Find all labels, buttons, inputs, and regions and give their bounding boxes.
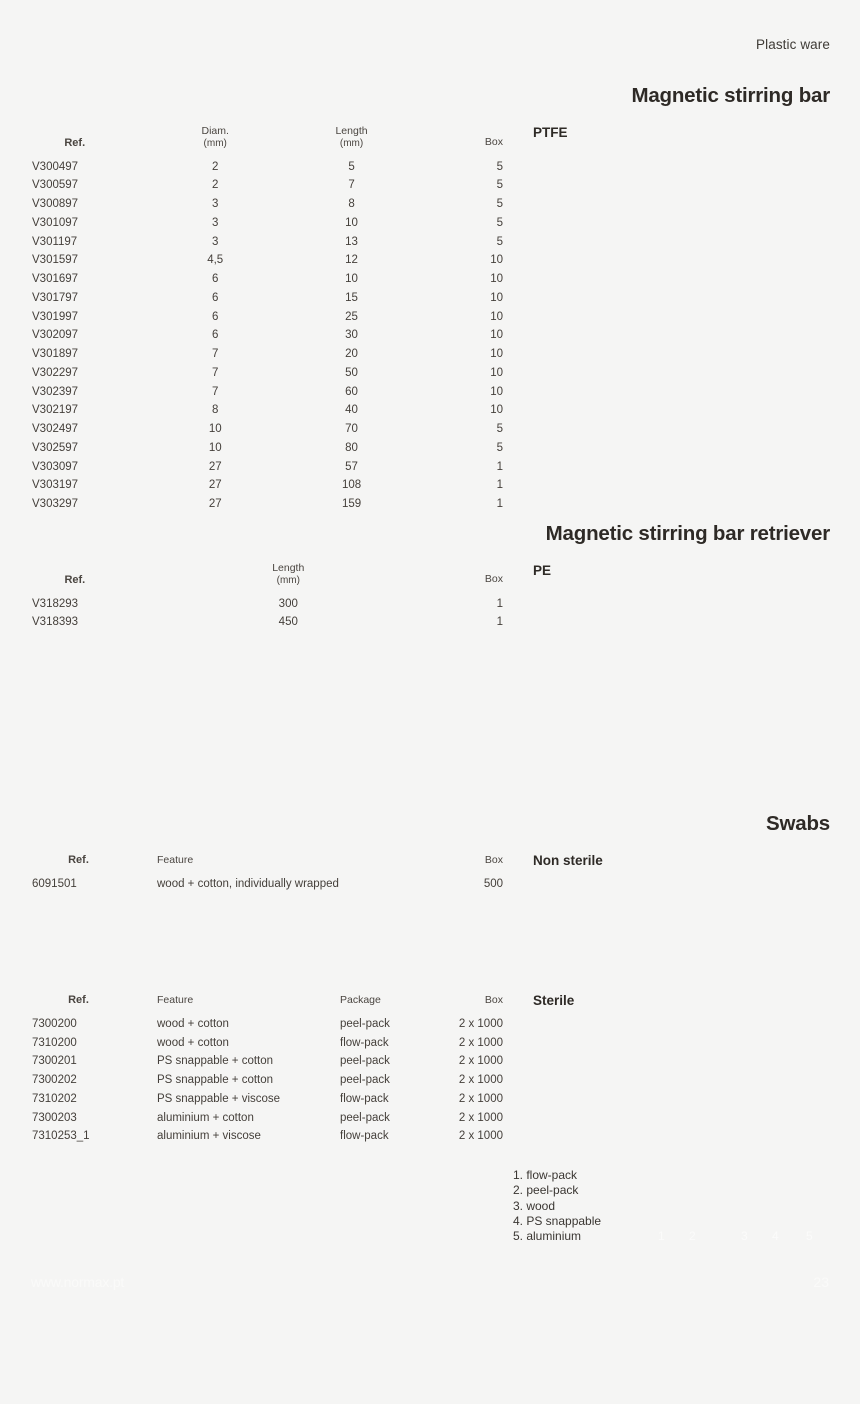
cell-length: 80: [345, 441, 358, 454]
table-row: [0, 327, 503, 346]
variant-label-sterile: Sterile: [533, 993, 575, 1008]
cell-ref: V302097: [32, 329, 79, 342]
cell-diam: 4,5: [207, 254, 224, 267]
footer-website-url[interactable]: www.normax.pt: [31, 1274, 125, 1290]
table-body: [0, 158, 503, 514]
cell-ref: 7300202: [32, 1074, 77, 1087]
cell-length: 70: [345, 423, 358, 436]
cell-box: 2 x 1000: [458, 1036, 503, 1049]
cell-package: peel-pack: [340, 1111, 390, 1124]
table-row: [0, 345, 503, 364]
cell-box: 5: [496, 423, 503, 436]
running-head: Plastic ware: [756, 37, 830, 52]
cell-length: 10: [345, 216, 358, 229]
cell-box: 1: [496, 479, 503, 492]
cell-ref: V318293: [32, 597, 79, 610]
table-row: [0, 477, 503, 496]
cell-box: 2 x 1000: [458, 1111, 503, 1124]
cell-feature: wood + cotton, individually wrapped: [157, 877, 339, 890]
column-header-length-unit: (mm): [339, 137, 364, 149]
table-header-row: [0, 854, 503, 875]
table-row: [0, 1090, 503, 1109]
product-image-callouts: [650, 1229, 830, 1247]
cell-ref: V303097: [32, 460, 79, 473]
cell-box: 10: [490, 291, 503, 304]
table-row: [0, 614, 503, 633]
cell-ref: 7310200: [32, 1036, 77, 1049]
column-header-ref: Ref.: [68, 854, 89, 866]
column-header-package: Package: [340, 993, 381, 1006]
column-header-length-text: Length: [272, 562, 305, 574]
cell-ref: V300597: [32, 179, 79, 192]
cell-diam: 27: [208, 498, 222, 511]
table-row: [0, 195, 503, 214]
cell-diam: 27: [208, 460, 222, 473]
cell-box: 1: [496, 460, 503, 473]
table-body: [0, 595, 503, 633]
cell-diam: 6: [212, 273, 219, 286]
column-header-diam: [150, 126, 281, 158]
cell-box: 5: [496, 179, 503, 192]
table-row: [0, 1072, 503, 1091]
column-header-ref: Ref.: [64, 136, 86, 149]
cell-length: 108: [341, 479, 362, 492]
cell-box: 500: [483, 877, 503, 890]
column-header-ref: Ref.: [68, 994, 89, 1006]
column-header-diam-unit: (mm): [203, 137, 227, 149]
material-label-pe: PE: [533, 563, 552, 578]
table-row: [0, 214, 503, 233]
cell-length: 7: [348, 179, 355, 192]
table-row: [0, 233, 503, 252]
table-swabs-sterile: [0, 994, 503, 1147]
cell-diam: 7: [212, 366, 219, 379]
cell-box: 2 x 1000: [458, 1092, 503, 1105]
callout-number-4: 4: [772, 1229, 779, 1243]
cell-ref: 7310253_1: [32, 1130, 90, 1143]
table-body: [0, 875, 503, 894]
cell-feature: PS snappable + cotton: [157, 1055, 274, 1068]
column-header-length-unit: (mm): [276, 574, 300, 586]
cell-box: 10: [490, 329, 503, 342]
section-title-swabs: Swabs: [766, 812, 830, 835]
legend-item: 1. flow-pack: [513, 1168, 578, 1182]
column-header-box: Box: [484, 136, 503, 149]
table-row: [0, 402, 503, 421]
cell-feature: PS snappable + cotton: [157, 1074, 274, 1087]
column-header-feature: Feature: [157, 853, 194, 866]
cell-package: peel-pack: [340, 1074, 390, 1087]
cell-box: 5: [496, 198, 503, 211]
table-row: [0, 289, 503, 308]
cell-length: 20: [345, 348, 358, 361]
legend-item: 4. PS snappable: [513, 1214, 602, 1229]
cell-box: 10: [490, 366, 503, 379]
cell-ref: V301997: [32, 310, 79, 323]
cell-ref: V301197: [32, 235, 78, 248]
table-row: [0, 158, 503, 177]
column-header-box: Box: [484, 573, 503, 586]
table-header-row: [0, 126, 503, 158]
cell-diam: 3: [212, 235, 219, 248]
cell-box: 2 x 1000: [458, 1055, 503, 1068]
table-row: [0, 1109, 503, 1128]
cell-box: 5: [496, 235, 503, 248]
cell-box: 10: [490, 273, 503, 286]
cell-diam: 6: [212, 291, 219, 304]
cell-length: 450: [278, 616, 298, 629]
cell-ref: V301897: [32, 348, 79, 361]
cell-diam: 3: [212, 216, 219, 229]
section-title-magnetic-stirring-bar: Magnetic stirring bar: [631, 84, 830, 107]
cell-ref: 7300203: [32, 1111, 77, 1124]
cell-box: 10: [490, 385, 503, 398]
cell-ref: V302297: [32, 366, 79, 379]
cell-ref: 7300201: [32, 1055, 77, 1068]
cell-ref: V300497: [32, 160, 79, 173]
cell-ref: V301797: [32, 291, 79, 304]
callout-number-1: 1: [658, 1229, 665, 1243]
cell-ref: V303197: [32, 479, 79, 492]
cell-ref: 6091501: [32, 877, 77, 890]
cell-diam: 8: [212, 404, 219, 417]
legend-item: 2. peel-pack: [513, 1183, 579, 1198]
image-legend: [513, 1168, 601, 1245]
cell-length: 40: [345, 404, 358, 417]
cell-box: 1: [496, 597, 503, 610]
cell-diam: 2: [212, 160, 219, 173]
cell-feature: aluminium + viscose: [157, 1130, 261, 1143]
table-row: [0, 420, 503, 439]
cell-package: peel-pack: [340, 1055, 390, 1068]
cell-ref: V301597: [32, 254, 79, 267]
cell-box: 2 x 1000: [458, 1074, 503, 1087]
table-row: [0, 1128, 503, 1147]
cell-length: 15: [345, 291, 358, 304]
cell-ref: V301697: [32, 273, 79, 286]
cell-package: flow-pack: [340, 1036, 389, 1049]
table-row: [0, 1034, 503, 1053]
legend-item: 5. aluminium: [513, 1229, 582, 1244]
table-magnetic-stirring-bar: [0, 126, 503, 514]
cell-feature: wood + cotton: [157, 1017, 229, 1030]
cell-ref: V303297: [32, 498, 79, 511]
cell-ref: V302597: [32, 441, 79, 454]
table-row: [0, 439, 503, 458]
table-row: [0, 177, 503, 196]
column-header-box: Box: [484, 993, 503, 1006]
material-label-ptfe: PTFE: [533, 125, 568, 140]
cell-diam: 2: [212, 179, 219, 192]
legend-item: 3. wood: [513, 1198, 556, 1213]
table-row: [0, 1053, 503, 1072]
cell-ref: V301097: [32, 216, 79, 229]
cell-length: 50: [345, 366, 358, 379]
cell-box: 1: [496, 498, 503, 511]
cell-diam: 6: [212, 310, 219, 323]
cell-box: 10: [490, 254, 503, 267]
cell-box: 5: [496, 160, 503, 173]
table-magnetic-stirring-bar-retriever: [0, 563, 503, 632]
cell-feature: wood + cotton: [157, 1036, 229, 1049]
table-row: [0, 595, 503, 614]
column-header-length: [281, 126, 422, 158]
cell-ref: V318393: [32, 616, 79, 629]
cell-length: 12: [345, 254, 358, 267]
table-body: [0, 1015, 503, 1146]
variant-label-non-sterile: Non sterile: [533, 853, 603, 868]
cell-diam: 10: [208, 423, 222, 436]
cell-length: 30: [345, 329, 358, 342]
cell-box: 10: [490, 310, 503, 323]
table-row: [0, 308, 503, 327]
callout-number-5: 5: [806, 1229, 813, 1243]
cell-diam: 7: [212, 348, 219, 361]
cell-box: 1: [496, 616, 503, 629]
cell-diam: 3: [212, 198, 219, 211]
cell-length: 159: [341, 498, 362, 511]
callout-number-2: 2: [689, 1229, 696, 1243]
table-row: [0, 495, 503, 514]
table-row: [0, 875, 503, 894]
footer-page-number: 23: [813, 1274, 829, 1290]
cell-length: 57: [345, 460, 358, 473]
section-title-magnetic-stirring-bar-retriever: Magnetic stirring bar retriever: [545, 522, 830, 545]
cell-ref: V300897: [32, 198, 79, 211]
table-row: [0, 252, 503, 271]
table-row: [0, 383, 503, 402]
table-header-row: [0, 563, 503, 595]
column-header-ref: Ref.: [64, 573, 86, 586]
column-header-diam-text: Diam.: [201, 125, 229, 137]
table-row: [0, 364, 503, 383]
cell-length: 13: [345, 235, 358, 248]
cell-ref: V302497: [32, 423, 79, 436]
cell-package: flow-pack: [340, 1092, 389, 1105]
column-header-box: Box: [484, 853, 503, 866]
callout-number-3: 3: [741, 1229, 748, 1243]
column-header-length: [150, 563, 427, 595]
cell-feature: PS snappable + viscose: [157, 1092, 281, 1105]
cell-ref: 7310202: [32, 1092, 77, 1105]
table-row: [0, 1015, 503, 1034]
cell-feature: aluminium + cotton: [157, 1111, 254, 1124]
cell-length: 5: [348, 160, 355, 173]
cell-ref: V302197: [32, 404, 79, 417]
cell-length: 300: [278, 597, 298, 610]
cell-box: 2 x 1000: [458, 1130, 503, 1143]
cell-box: 5: [496, 441, 503, 454]
table-swabs-non-sterile: [0, 854, 503, 894]
table-row: [0, 458, 503, 477]
column-header-length-text: Length: [335, 125, 368, 137]
cell-diam: 10: [208, 441, 222, 454]
cell-box: 10: [490, 348, 503, 361]
cell-diam: 7: [212, 385, 219, 398]
cell-length: 10: [345, 273, 358, 286]
cell-box: 2 x 1000: [458, 1017, 503, 1030]
cell-package: flow-pack: [340, 1130, 389, 1143]
column-header-feature: Feature: [157, 993, 194, 1006]
cell-length: 25: [345, 310, 358, 323]
cell-box: 10: [490, 404, 503, 417]
table-row: [0, 270, 503, 289]
cell-diam: 6: [212, 329, 219, 342]
cell-diam: 27: [208, 479, 222, 492]
cell-box: 5: [496, 216, 503, 229]
cell-ref: V302397: [32, 385, 79, 398]
cell-length: 8: [348, 198, 355, 211]
cell-package: peel-pack: [340, 1017, 390, 1030]
table-header-row: [0, 994, 503, 1015]
cell-length: 60: [345, 385, 358, 398]
cell-ref: 7300200: [32, 1017, 77, 1030]
